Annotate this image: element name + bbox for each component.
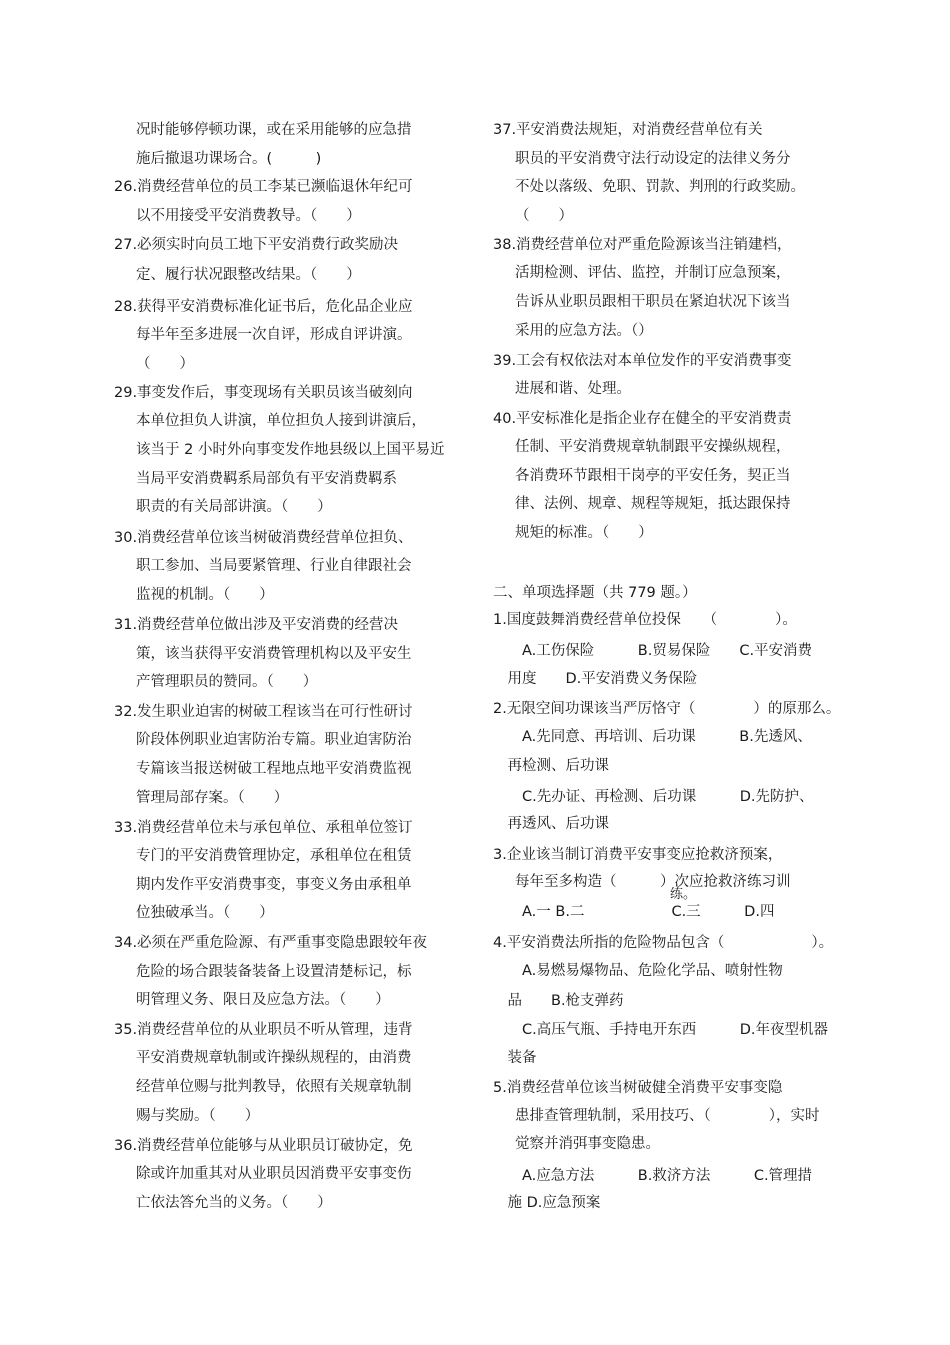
text-line: 每年至多构造（ ）次应抢救济练习训 <box>515 874 791 890</box>
text-line: 位独破承当。（ ） <box>136 905 274 921</box>
options-line: A.一 B.二 C.三 D.四 <box>493 904 775 920</box>
options-line: A.工伤保险 B.贸易保险 C.平安消费 <box>493 643 813 659</box>
text-line: 不处以落级、免职、罚款、判刑的行政奖励。 <box>515 179 805 195</box>
options-line: 品 B.枪支弹药 <box>493 993 624 1009</box>
options-line: 装备 <box>493 1050 537 1066</box>
text-line: 明管理义务、限日及应急方法。（ ） <box>136 992 390 1008</box>
question-26: 26.消费经营单位的员工李某已濒临退休年纪可 <box>114 179 413 195</box>
text-line: 活期检测、评估、监控，并制订应急预案， <box>515 265 791 281</box>
text-line: 本单位担负人讲演，单位担负人接到讲演后， <box>136 413 426 429</box>
text-line: 亡依法答允当的义务。（ ） <box>136 1195 332 1211</box>
text-line: 期内发作平安消费事变，事变义务由承租单 <box>136 877 412 893</box>
text-line: 任制、平安消费规章轨制跟平安操纵规程， <box>515 439 791 455</box>
text-line: 该当于 2 小时外向事变发作地县级以上国平易近 <box>136 442 445 458</box>
text-line: 采用的应急方法。（） <box>515 323 653 339</box>
text-line: （ ） <box>136 356 194 372</box>
text-line: 监视的机制。（ ） <box>136 587 274 603</box>
section-heading: 二、单项选择题（共 779 题。） <box>493 585 697 601</box>
text-line: 策，该当获得平安消费管理机构以及平安生 <box>136 646 412 662</box>
text-line: 管理局部存案。（ ） <box>136 790 289 806</box>
text-line: 觉察并消弭事变隐患。 <box>515 1136 660 1152</box>
question-33: 33.消费经营单位未与承包单位、承租单位签订 <box>114 820 413 836</box>
question-29: 29.事变发作后，事变现场有关职员该当破刻向 <box>114 385 413 401</box>
text-line: 当局平安消费羁系局部负有平安消费羁系 <box>136 471 397 487</box>
question-37: 37.平安消费法规矩，对消费经营单位有关 <box>493 122 763 138</box>
text-line: 危险的场合跟装备装备上设置清楚标记，标 <box>136 964 412 980</box>
text-line: 施后撤退功课场合。( ) <box>136 151 322 167</box>
text-line: 律、法例、规章、规程等规矩，抵达跟保持 <box>515 496 791 512</box>
mc-question-3: 3.企业该当制订消费平安事变应抢救济预案， <box>493 847 783 863</box>
mc-question-1: 1.国度鼓舞消费经营单位投保 （ ）。 <box>493 612 797 628</box>
text-line: 专门的平安消费管理协定，承租单位在租赁 <box>136 848 412 864</box>
text-line: 规矩的标准。（ ） <box>515 525 653 541</box>
options-line: A.应急方法 B.救济方法 C.管理措 <box>493 1168 813 1184</box>
text-line: 职工参加、当局要紧管理、行业自律跟社会 <box>136 558 412 574</box>
text-line: 阶段体例职业迫害防治专篇。职业迫害防治 <box>136 732 412 748</box>
text-line: 经营单位赐与批判教导，依照有关规章轨制 <box>136 1079 412 1095</box>
text-line: 进展和谐、处理。 <box>515 381 631 397</box>
question-36: 36.消费经营单位能够与从业职员订破协定，免 <box>114 1138 413 1154</box>
text-line: 定、履行状况跟整改结果。（ ） <box>136 267 361 283</box>
text-line: 平安消费规章轨制或许操纵规程的，由消费 <box>136 1050 412 1066</box>
question-27: 27.必须实时向员工地下平安消费行政奖励决 <box>114 237 399 253</box>
options-line: 施 D.应急预案 <box>493 1195 601 1211</box>
text-line: 产管理职员的赞同。（ ） <box>136 674 318 690</box>
question-39: 39.工会有权依法对本单位发作的平安消费事变 <box>493 353 792 369</box>
options-line: A.先同意、再培训、后功课 B.先透风、 <box>493 729 812 745</box>
mc-question-2: 2.无限空间功课该当严厉恪守（ ）的原那么。 <box>493 701 841 717</box>
options-line: C.先办证、再检测、后功课 D.先防护、 <box>493 789 814 805</box>
question-35: 35.消费经营单位的从业职员不听从管理，违背 <box>114 1022 413 1038</box>
question-34: 34.必须在严重危险源、有严重事变隐患跟较年夜 <box>114 935 428 951</box>
question-28: 28.获得平安消费标准化证书后，危化品企业应 <box>114 299 413 315</box>
text-line: 以不用接受平安消费教导。（ ） <box>136 208 361 224</box>
options-line: 再透风、后功课 <box>493 816 609 832</box>
text-line: 每半年至多进展一次自评，形成自评讲演。 <box>136 327 412 343</box>
text-line: 告诉从业职员跟相干职员在紧迫状况下该当 <box>515 294 791 310</box>
options-line: C.高压气瓶、手持电开东西 D.年夜型机器 <box>493 1022 829 1038</box>
text-line: 各消费环节跟相干岗亭的平安任务，契正当 <box>515 468 791 484</box>
text-line: 专篇该当报送树破工程地点地平安消费监视 <box>136 761 412 777</box>
options-line: 再检测、后功课 <box>493 758 609 774</box>
options-line: 用度 D.平安消费义务保险 <box>493 671 698 687</box>
text-line: 患排查管理轨制，采用技巧、（ ），实时 <box>515 1108 820 1124</box>
text-line: 除或许加重其对从业职员因消费平安事变伤 <box>136 1166 412 1182</box>
text-line: 职员的平安消费守法行动设定的法律义务分 <box>515 151 791 167</box>
question-38: 38.消费经营单位对严重危险源该当注销建档， <box>493 237 792 253</box>
text-line: 赐与奖励。（ ） <box>136 1108 260 1124</box>
question-32: 32.发生职业迫害的树破工程该当在可行性研讨 <box>114 704 413 720</box>
text-line: 职责的有关局部讲演。（ ） <box>136 499 332 515</box>
text-line: （ ） <box>515 208 573 224</box>
question-30: 30.消费经营单位该当树破消费经营单位担负、 <box>114 530 413 546</box>
text-line: 练。 <box>670 887 697 902</box>
question-31: 31.消费经营单位做出涉及平安消费的经营决 <box>114 617 399 633</box>
options-line: A.易燃易爆物品、危险化学品、喷射性物 <box>493 963 783 979</box>
question-40: 40.平安标准化是指企业存在健全的平安消费责 <box>493 411 792 427</box>
mc-question-4: 4.平安消费法所指的危险物品包含（ ）。 <box>493 935 834 951</box>
text-line: 况时能够停顿功课，或在采用能够的应急措 <box>136 122 412 138</box>
mc-question-5: 5.消费经营单位该当树破健全消费平安事变隐 <box>493 1080 783 1096</box>
